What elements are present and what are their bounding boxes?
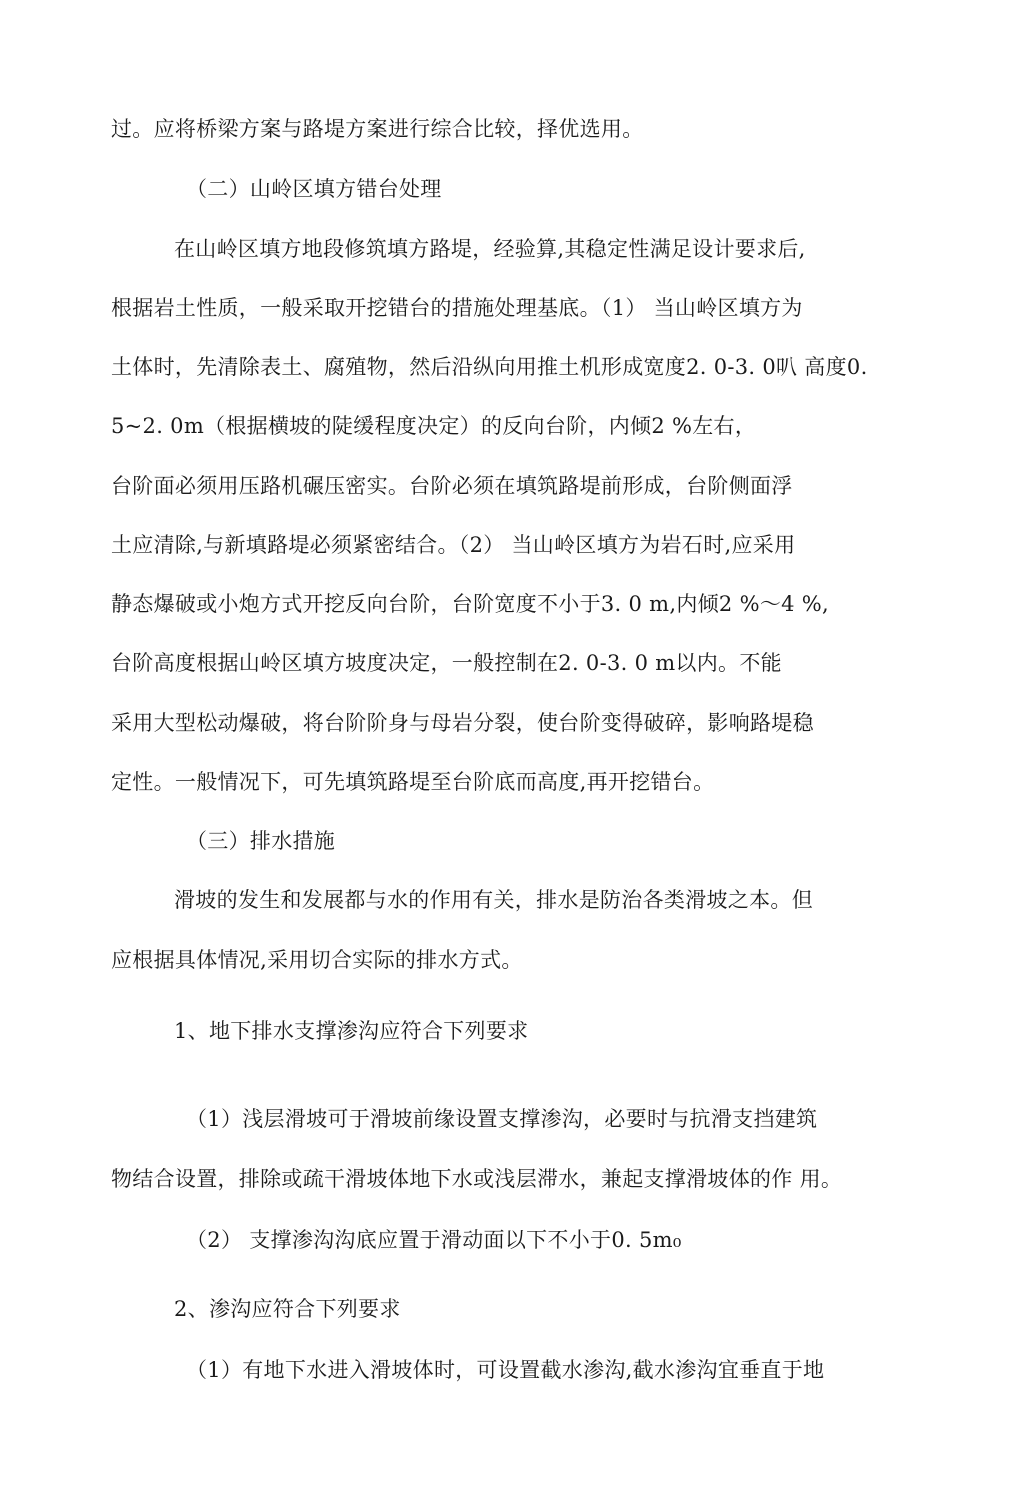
paragraph-line: 台阶高度根据山岭区填方坡度决定，一般控制在2. 0-3. 0 m以内。不能 [111,651,782,675]
paragraph-line: 根据岩土性质，一般采取开挖错台的措施处理基底。（1） 当山岭区填方为 [111,296,803,320]
paragraph-line: （1）浅层滑坡可于滑坡前缘设置支撑渗沟，必要时与抗滑支挡建筑 [186,1107,818,1131]
paragraph-line: （2） 支撑渗沟沟底应置于滑动面以下不小于0. 5m₀ [186,1228,682,1252]
subsection-heading: 1、地下排水支撑渗沟应符合下列要求 [174,1019,529,1043]
paragraph-line: 土应清除,与新填路堤必须紧密结合。（2） 当山岭区填方为岩石时,应采用 [111,533,796,557]
paragraph-line: 台阶面必须用压路机碾压密实。台阶必须在填筑路堤前形成，台阶侧面浮 [111,474,793,498]
paragraph-line: 物结合设置，排除或疏干滑坡体地下水或浅层滞水，兼起支撑滑坡体的作 用。 [111,1167,843,1191]
paragraph-line: （1）有地下水进入滑坡体时，可设置截水渗沟,截水渗沟宜垂直于地 [186,1358,825,1382]
paragraph-line: 土体时，先清除表土、腐殖物，然后沿纵向用推土机形成宽度2. 0-3. 0叭 高度0. [111,355,868,379]
paragraph-line: 5~2. 0m（根据横坡的陡缓程度决定）的反向台阶，内倾2 %左右， [111,414,757,438]
subsection-heading: 2、渗沟应符合下列要求 [174,1297,401,1321]
paragraph-line: 过。应将桥梁方案与路堤方案进行综合比较，择优选用。 [111,117,644,141]
paragraph-line: 定性。一般情况下，可先填筑路堤至台阶底而高度,再开挖错台。 [111,770,715,794]
section-heading: （三）排水措施 [186,829,336,853]
paragraph-line: 滑坡的发生和发展都与水的作用有关，排水是防治各类滑坡之本。但 [174,888,813,912]
section-heading: （二）山岭区填方错台处理 [186,177,442,201]
paragraph-line: 在山岭区填方地段修筑填方路堤，经验算,其稳定性满足设计要求后, [174,237,806,261]
paragraph-line: 采用大型松动爆破，将台阶阶身与母岩分裂，使台阶变得破碎，影响路堤稳 [111,711,814,735]
paragraph-line: 应根据具体情况,采用切合实际的排水方式。 [111,948,523,972]
paragraph-line: 静态爆破或小炮方式开挖反向台阶，台阶宽度不小于3. 0 m,内倾2 %～4 %, [111,592,829,616]
